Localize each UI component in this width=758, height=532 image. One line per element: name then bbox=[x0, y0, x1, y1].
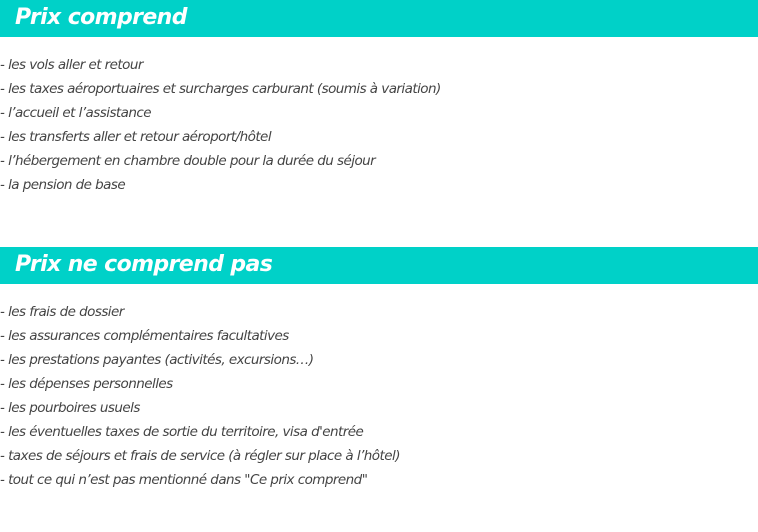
list-item: - les taxes aéroportuaires et surcharges carburant (soumis à variation) bbox=[0, 81, 441, 97]
list-item: - les vols aller et retour bbox=[0, 57, 143, 73]
list-item: - taxes de séjours et frais de service (à régler sur place à l’hôtel) bbox=[0, 448, 400, 464]
excluded-section-title: Prix ne comprend pas bbox=[15, 252, 273, 277]
excluded-list bbox=[0, 300, 400, 492]
list-item: - tout ce qui n’est pas mentionné dans "Ce prix comprend" bbox=[0, 472, 368, 488]
list-item: - l’accueil et l’assistance bbox=[0, 105, 152, 121]
list-item: - les dépenses personnelles bbox=[0, 376, 173, 392]
excluded-section-header bbox=[0, 247, 758, 284]
list-item: - les frais de dossier bbox=[0, 304, 124, 320]
list-item: - les pourboires usuels bbox=[0, 400, 140, 416]
list-item: - les assurances complémentaires facultatives bbox=[0, 328, 289, 344]
included-section-header bbox=[0, 0, 758, 37]
included-list bbox=[0, 53, 441, 197]
list-item: - les éventuelles taxes de sortie du territoire, visa d'entrée bbox=[0, 424, 364, 440]
included-section-title: Prix comprend bbox=[15, 5, 187, 30]
list-item: - les transferts aller et retour aéroport/hôtel bbox=[0, 129, 272, 145]
list-item: - les prestations payantes (activités, excursions…) bbox=[0, 352, 314, 368]
list-item: - la pension de base bbox=[0, 177, 126, 193]
list-item: - l’hébergement en chambre double pour la durée du séjour bbox=[0, 153, 376, 169]
